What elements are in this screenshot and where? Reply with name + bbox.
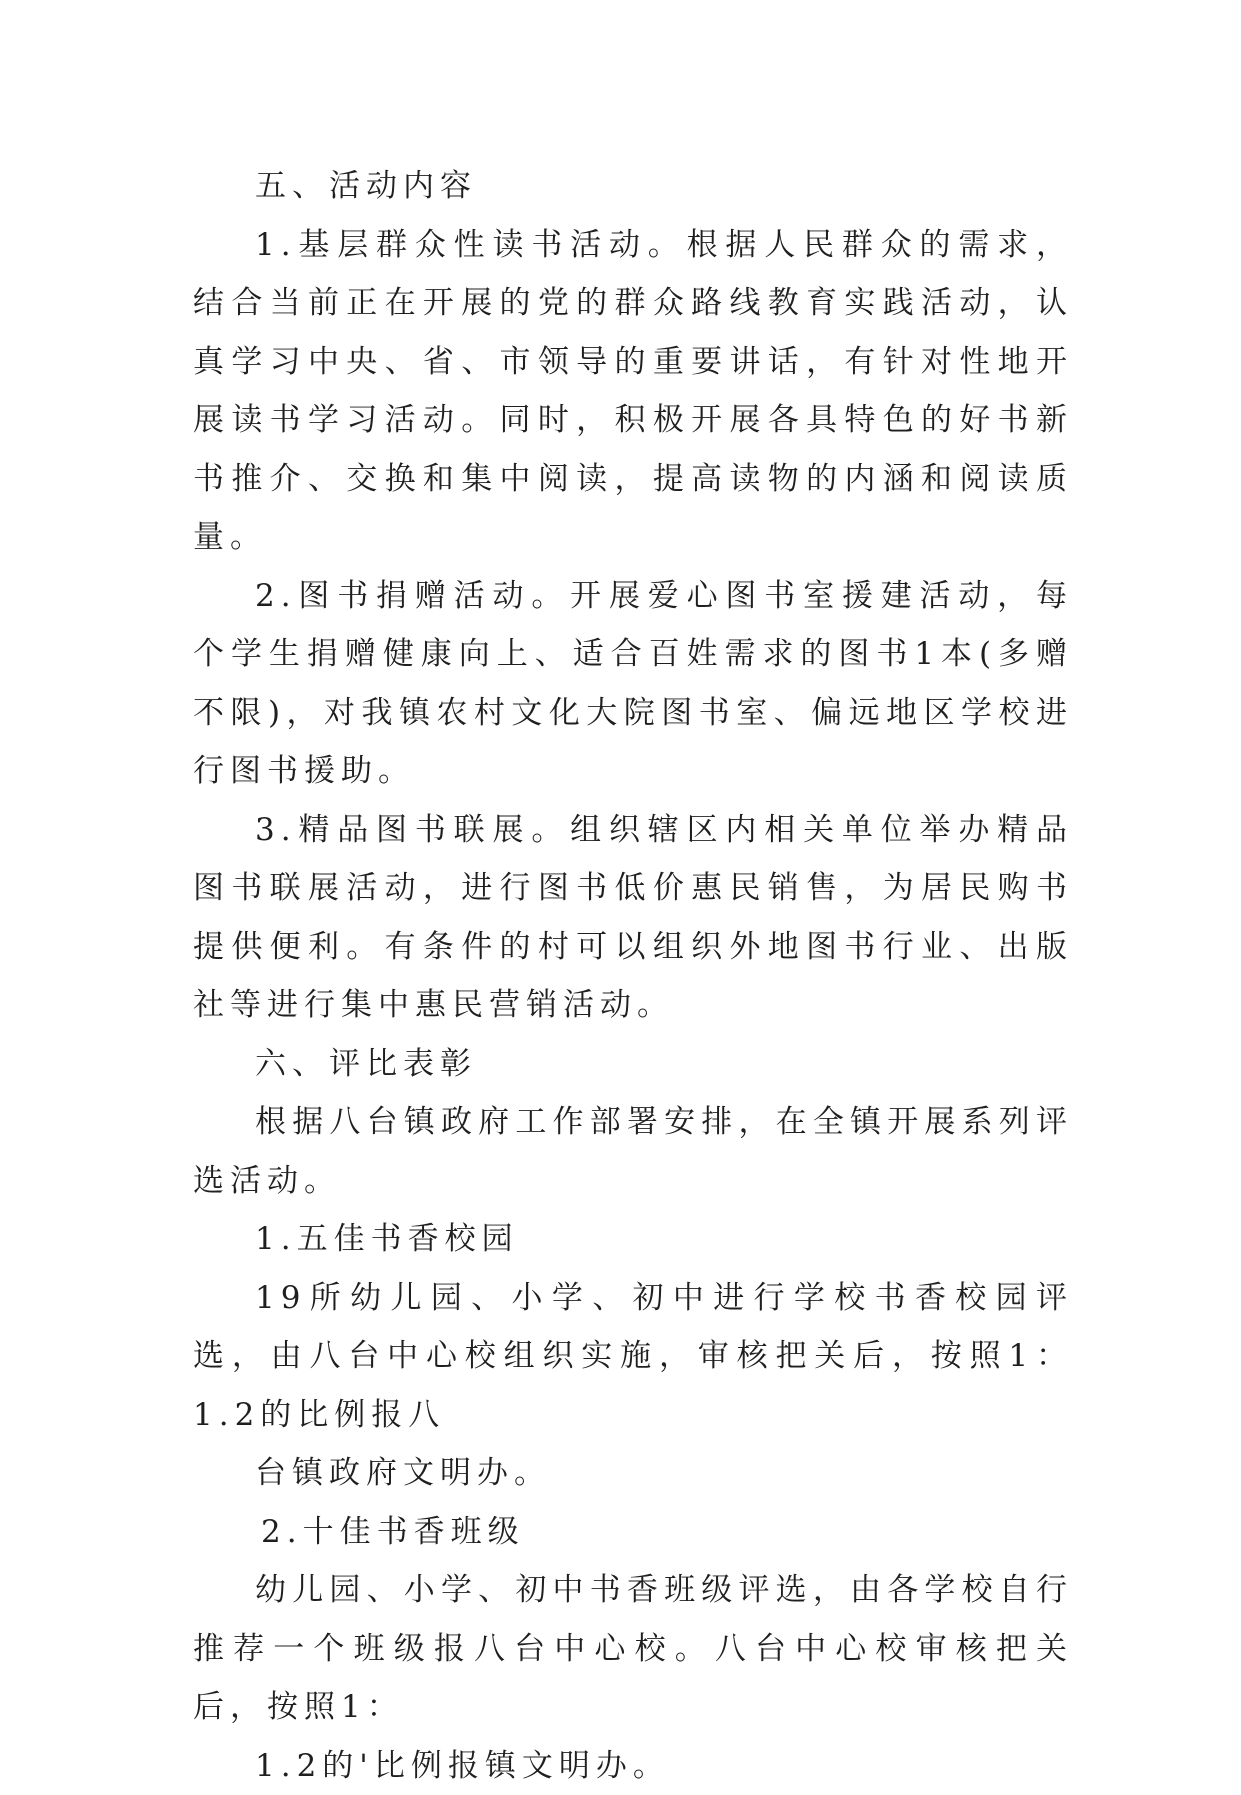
paragraph-grassroots-reading: 1.基层群众性读书活动。根据人民群众的需求，结合当前正在开展的党的群众路线教育实践活动，认真学习中央、省、市领导的重要讲话，有针对性地开展读书学习活动。同时，积极开展各具特色的好书新书推介、交换和集中阅读，提高读物的内涵和阅读质量。 [193,216,1073,567]
subheading-five-campuses: 1.五佳书香校园 [193,1210,1073,1269]
paragraph-awards-intro: 根据八台镇政府工作部署安排，在全镇开展系列评选活动。 [193,1093,1073,1210]
section-heading-activities: 五、活动内容 [193,157,1073,216]
section-heading-awards: 六、评比表彰 [193,1035,1073,1094]
paragraph-campus-selection-tail: 台镇政府文明办。 [193,1444,1073,1503]
paragraph-class-selection-tail: 1.2的'比例报镇文明办。 [193,1737,1073,1795]
document-body [193,157,1073,1795]
paragraph-campus-selection: 19所幼儿园、小学、初中进行学校书香校园评选，由八台中心校组织实施，审核把关后，按照1：1.2的比例报八 [193,1269,1073,1445]
paragraph-book-exhibition: 3.精品图书联展。组织辖区内相关单位举办精品图书联展活动，进行图书低价惠民销售，为居民购书提供便利。有条件的村可以组织外地图书行业、出版社等进行集中惠民营销活动。 [193,801,1073,1035]
paragraph-book-donation: 2.图书捐赠活动。开展爱心图书室援建活动，每个学生捐赠健康向上、适合百姓需求的图书1本(多赠不限)，对我镇农村文化大院图书室、偏远地区学校进行图书援助。 [193,567,1073,801]
paragraph-class-selection: 幼儿园、小学、初中书香班级评选，由各学校自行推荐一个班级报八台中心校。八台中心校审核把关后，按照1： [193,1561,1073,1737]
subheading-ten-classes: 2.十佳书香班级 [193,1503,1073,1562]
